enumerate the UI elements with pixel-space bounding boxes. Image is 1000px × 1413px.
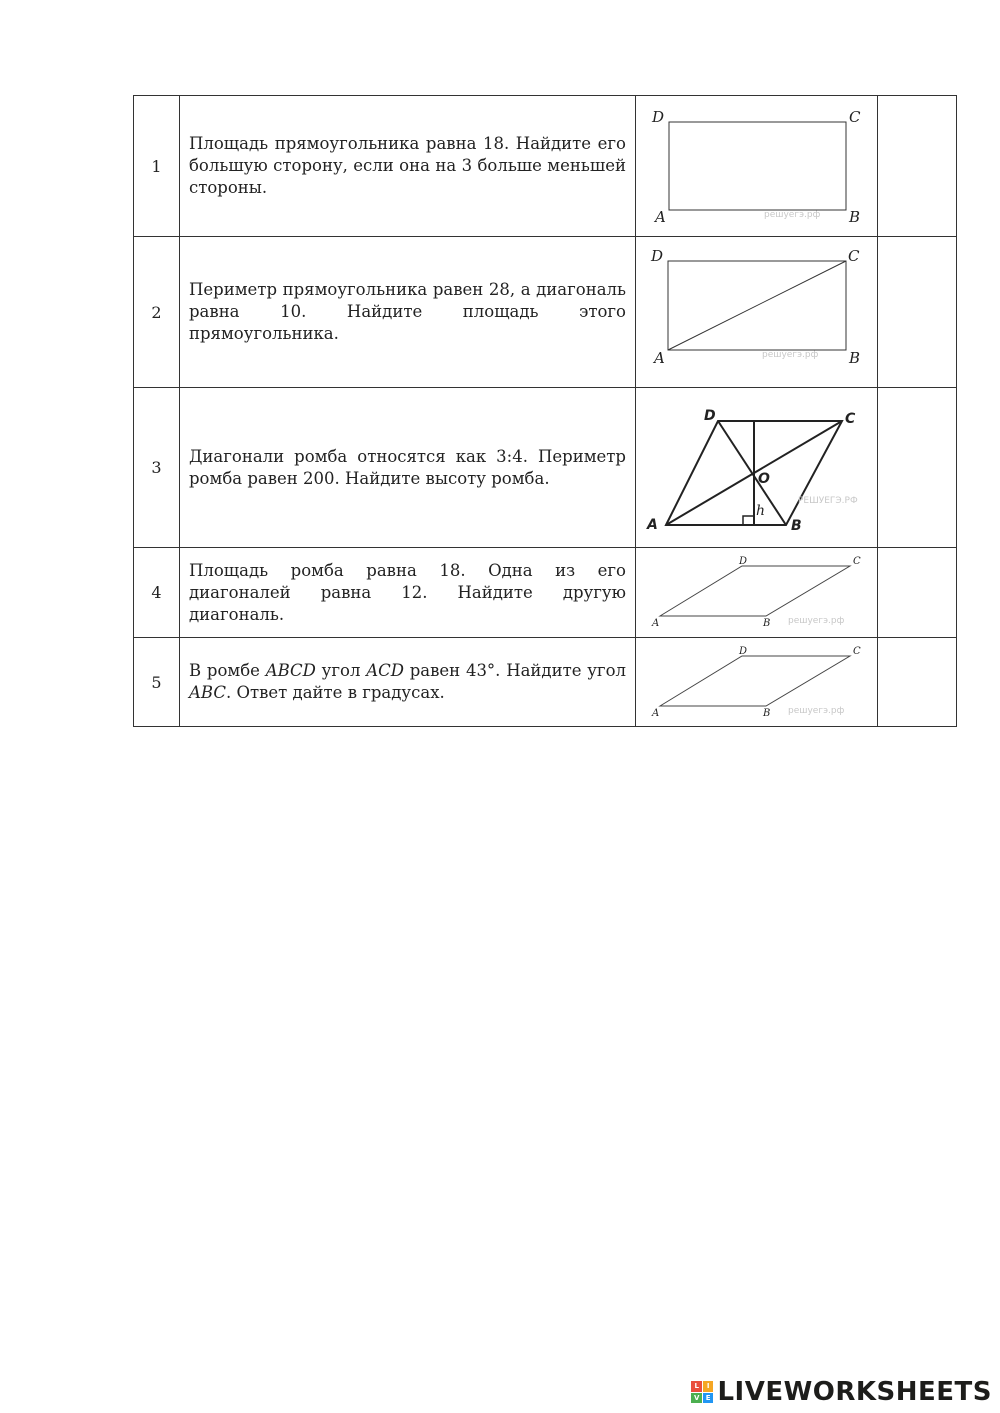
- task-text: Диагонали ромба относятся как 3:4. Периметр ромба равен 200. Найдите высоту ромба.: [180, 388, 636, 548]
- rhombus-height-figure: [636, 388, 877, 547]
- vertex-label-a: A: [647, 517, 658, 533]
- vertex-label-d: D: [704, 408, 716, 424]
- vertex-label-a: A: [654, 349, 665, 367]
- rhombus-figure: [636, 548, 877, 637]
- task-row: [134, 638, 957, 727]
- rectangle-diagonal-figure: [636, 237, 877, 387]
- vertex-label-b: B: [791, 518, 802, 534]
- liveworksheets-logo: [691, 1379, 992, 1405]
- task-row: [134, 548, 957, 638]
- task-number: 5: [134, 638, 180, 727]
- watermark: решуегэ.рф: [764, 210, 821, 220]
- task-number: 4: [134, 548, 180, 638]
- task-figure: [636, 548, 878, 638]
- answer-cell[interactable]: [878, 237, 957, 388]
- task-number: 2: [134, 237, 180, 388]
- task-text: Периметр прямоугольника равен 28, а диагональ равна 10. Найдите площадь этого прямоугольника.: [180, 237, 636, 388]
- task-figure: [636, 638, 878, 727]
- vertex-label-d: D: [739, 646, 748, 657]
- rectangle-figure: [636, 96, 877, 236]
- tasks-table: [133, 95, 957, 727]
- vertex-label-b: B: [763, 618, 771, 629]
- center-label-o: O: [758, 471, 770, 487]
- task-figure: [636, 96, 878, 237]
- vertex-label-c: C: [853, 556, 861, 567]
- vertex-label-b: B: [849, 208, 861, 226]
- answer-cell[interactable]: [878, 548, 957, 638]
- vertex-label-a: A: [655, 208, 666, 226]
- vertex-label-c: C: [845, 411, 856, 427]
- task-figure: [636, 388, 878, 548]
- rhombus-figure: [636, 638, 877, 726]
- vertex-label-c: C: [848, 247, 860, 265]
- task-row: [134, 96, 957, 237]
- vertex-label-c: C: [853, 646, 861, 657]
- task-text: Площадь прямоугольника равна 18. Найдите его большую сторону, если она на 3 больше меньшей стороны.: [180, 96, 636, 237]
- vertex-label-a: A: [652, 708, 660, 719]
- task-text: Площадь ромба равна 18. Одна из его диагоналей равна 12. Найдите другую диагональ.: [180, 548, 636, 638]
- watermark: РЕШУЕГЭ.РФ: [798, 496, 858, 506]
- height-label-h: h: [756, 503, 766, 519]
- task-number: 3: [134, 388, 180, 548]
- vertex-label-d: D: [651, 247, 664, 265]
- task-row: [134, 388, 957, 548]
- vertex-label-a: A: [652, 618, 660, 629]
- logo-text: LIVEWORKSHEETS: [717, 1377, 992, 1407]
- task-text: В ромбе ABCD угол ACD равен 43°. Найдите угол ABC. Ответ дайте в градусах.: [180, 638, 636, 727]
- vertex-label-d: D: [739, 556, 748, 567]
- logo-icon: L I V E: [691, 1381, 713, 1403]
- vertex-label-b: B: [763, 708, 771, 719]
- watermark: решуегэ.рф: [788, 616, 845, 626]
- task-number: 1: [134, 96, 180, 237]
- answer-cell[interactable]: [878, 96, 957, 237]
- answer-cell[interactable]: [878, 388, 957, 548]
- task-figure: [636, 237, 878, 388]
- vertex-label-c: C: [849, 108, 861, 126]
- watermark: решуегэ.рф: [762, 350, 819, 360]
- vertex-label-b: B: [849, 349, 861, 367]
- vertex-label-d: D: [652, 108, 665, 126]
- watermark: решуегэ.рф: [788, 706, 845, 716]
- task-row: [134, 237, 957, 388]
- answer-cell[interactable]: [878, 638, 957, 727]
